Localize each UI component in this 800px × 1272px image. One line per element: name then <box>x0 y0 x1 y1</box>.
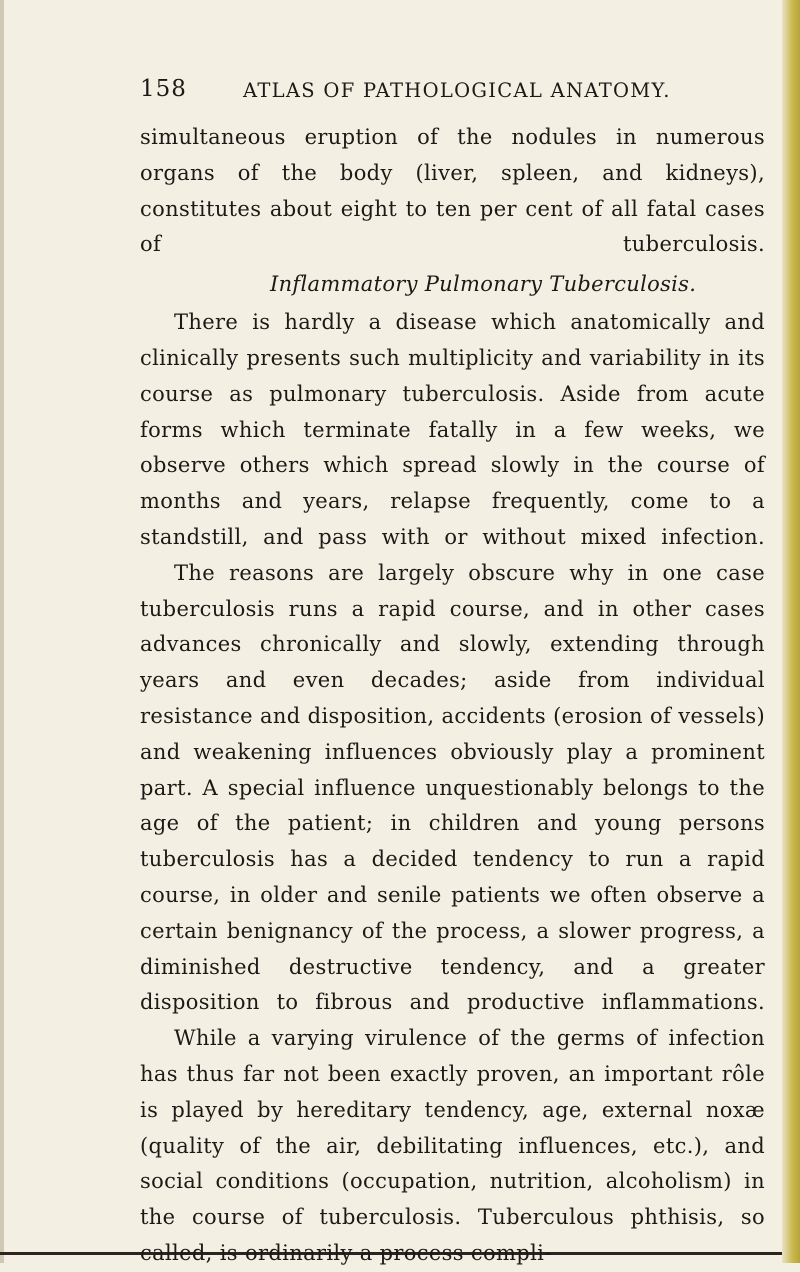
paragraph-continued: simultaneous eruption of the nodules in numerous organs of the body (liver, spleen, and kidneys), constitutes about eight to ten per cent of all fatal cases of tuberculosis. <box>140 125 765 257</box>
page-left-edge <box>0 0 4 1263</box>
paragraph: There is hardly a disease which anatomically and clinically presents such multiplicity and variability in its course as pulmonary tuberculosis. Aside from acute forms which terminate fatally in a few weeks, we observe others which spread slowly in the course of months and years, relapse frequently, come to a standstill, and pass with or without mixed infection. <box>140 310 765 549</box>
paragraph: The reasons are largely obscure why in one case tuberculosis runs a rapid course, and in other cases advances chronically and slowly, extending through years and even decades; aside from individual resistance and disposition, accidents (erosion of vessels) and weakening influences obviously play a prominent part. A special influence unquestionably belongs to the age of the patient; in children and young persons tuberculosis has a decided tendency to run a rapid course, in older and senile patients we often observe a certain benignancy of the process, a slower progress, a diminished destructive tendency, and a greater disposition to fibrous and productive inflammations. <box>140 560 765 1015</box>
book-binding-edge <box>782 0 800 1263</box>
page-number: 158 <box>140 76 187 102</box>
page-header <box>140 76 765 108</box>
running-head: ATLAS OF PATHOLOGICAL ANATOMY. <box>243 79 671 102</box>
paragraph: While a varying virulence of the germs of infection has thus far not been exactly proven, an important rôle is played by hereditary tendency, age, external noxæ (quality of the air, debilitating influences, etc.), and social conditions (occupation, nutrition, alcoholism) in the course of tuberculosis. Tuberculous phthisis, so called, is ordinarily a process compli- <box>140 1026 765 1265</box>
section-title: Inflammatory Pulmonary Tuberculosis. <box>270 272 697 297</box>
page-content <box>140 76 765 1272</box>
